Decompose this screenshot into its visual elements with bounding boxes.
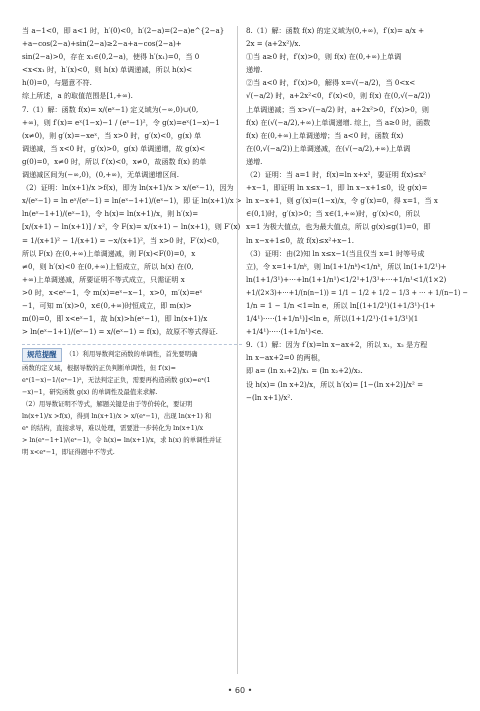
text-line: f(x) 在(0,+∞)上单调递增；当 a<0 时，函数 f(x) — [246, 130, 404, 140]
text-line: eˣ 的结构，直接求导，难以处理，需要进一步转化为 ln(x+1)/x — [22, 424, 204, 433]
text-line: 上单调递减；当 x>√(−a/2) 时，a+2x²>0，f′(x)>0，则 — [246, 104, 429, 114]
text-line: √(−a/2) 时，a+2x²<0，f′(x)<0，则 f(x) 在(0,√(−a/2)) — [246, 91, 431, 101]
text-line: ①当 a≥0 时，f′(x)>0，则 f(x) 在(0,+∞)上单调 — [246, 52, 402, 62]
text-line: −(ln x+1)/x². — [246, 392, 293, 402]
text-line: +∞)，则 f′(x)= eˣ(1−x)−1 / (eˣ−1)²，令 g(x)=eˣ(1−x)−1 — [22, 117, 220, 127]
text-line: 递增. — [246, 65, 263, 75]
text-line: ln x−x+1≤0，故 f(x)≤x²+x−1. — [246, 235, 354, 245]
text-line: [x/(x+1) − ln(x+1)] / x²，令 F(x)= x/(x+1) − ln(x+1)，则 F′(x) — [22, 222, 241, 232]
text-line: 设 h(x)= (ln x+2)/x，所以 h′(x)= [1−(ln x+2)]/x² = — [246, 379, 424, 389]
left-solution-text — [22, 24, 242, 338]
text-line: ∈(0,1)时，g′(x)>0；当 x∈(1,+∞)时，g′(x)<0，所以 — [246, 209, 420, 219]
text-line: 2x = (a+2x²)/x. — [246, 39, 301, 49]
text-line: 明 x<eˣ−1，即证得题中不等式. — [22, 448, 115, 457]
text-line: ln x−x+1，则 g′(x)=(1−x)/x，令 g′(x)=0，得 x=1，当 x — [246, 196, 438, 206]
text-line: m(0)=0，即 x<eˣ−1，故 h(x)>h(eˣ−1)，即 ln(x+1)/x — [22, 314, 208, 324]
text-line: +1/4¹)·⋯·(1+1/n¹)<e. — [246, 327, 324, 337]
text-line: 在(0,√(−a/2))上单调递减，在(√(−a/2),+∞)上单调 — [246, 143, 411, 153]
text-line: （2）用导数证明不等式，解题关键是由于等价转化，要证明 — [22, 400, 193, 409]
tip-label: 规范提醒 — [22, 348, 62, 362]
text-line: 递增. — [246, 156, 263, 166]
text-line: 立)，令 x=1+1/nᵏ，则 ln(1+1/nᵏ)<1/nᵏ，所以 ln(1+1/2¹)+ — [246, 261, 447, 271]
text-line: 所以 F(x) 在(0,+∞)上单调递减，则 F(x)<F(0)=0，x — [22, 248, 196, 258]
text-line: >0 时，x<eˣ−1，令 m(x)=eˣ−x−1，x>0，m′(x)=eˣ — [22, 287, 203, 297]
text-line: f(x) 在(√(−a/2),+∞)上单调递增. 综上，当 a≥0 时，函数 — [246, 117, 431, 127]
tip-text — [22, 362, 242, 458]
text-line: 7.（1）解：函数 f(x)= x/(eˣ−1) 定义域为(−∞,0)∪(0, — [22, 104, 199, 114]
text-line: −1，可知 m′(x)>0，x∈(0,+∞)时恒成立，即 m(x)> — [22, 300, 192, 310]
text-line: 当 a−1<0，即 a<1 时，h′(0)<0，h′(2−a)=(2−a)e^{2−a} — [22, 26, 225, 35]
left-column — [22, 24, 242, 458]
text-line: = 1/(x+1)² − 1/(x+1) = −x/(x+1)²，当 x>0 时，F′(x)<0， — [22, 235, 224, 245]
text-line: （3）证明：由(2)知 ln x≤x−1(当且仅当 x=1 时等号成 — [246, 248, 425, 258]
right-solution-text — [246, 24, 468, 404]
text-line: （2）证明：ln(x+1)/x >f(x)，即为 ln(x+1)/x > x/(eˣ−1)，因为 — [22, 183, 234, 193]
tip-line: （1）利用导数判定函数的单调性，首先要明确 — [65, 350, 198, 359]
text-line: ln(eˣ−1+1)/(eˣ−1)，令 h(x)= ln(x+1)/x，则 h′(x)= — [22, 209, 199, 219]
text-line: 函数的定义域，根据导数的正负判断单调性，但 f′(x)= — [22, 364, 176, 373]
text-line: ln(1+1/3¹)+⋯+ln(1+1/n¹)<1/2¹+1/3¹+⋯+1/n¹<1/(1×2) — [246, 274, 447, 284]
text-line: ②当 a<0 时，f′(x)>0，解得 x=√(−a/2)，当 0<x< — [246, 78, 416, 88]
text-line: g(0)=0，x≠0 时，所以 f′(x)<0，x≠0，故函数 f(x) 的单 — [22, 156, 207, 166]
text-line: −x)−1，研究函数 g(x) 的单调性及最值来求解. — [22, 388, 158, 397]
text-line: x/(eˣ−1) = ln eˣ/(eˣ−1) = ln(eˣ−1+1)/(eˣ−1)，即 证 ln(x+1)/x > — [22, 196, 242, 206]
text-line: 调递减，当 x<0 时，g′(x)>0，g(x) 单调递增，故 g(x)< — [22, 143, 206, 153]
text-line: +1/(2×3)+⋯+1/(n(n−1)) = 1/1 − 1/2 + 1/2 − 1/3 + ⋯ + 1/(n−1) − — [246, 287, 469, 297]
text-line: 1/n = 1 − 1/n <1=ln e，所以 ln[(1+1/2¹)(1+1/3¹)·(1+ — [246, 300, 436, 310]
tip-header — [22, 348, 242, 362]
text-line: 综上所述，a 的取值范围是[1,+∞). — [22, 91, 133, 101]
text-line: <x<x₁ 时，h′(x)<0，则 h(x) 单调递减，所以 h(x)< — [22, 65, 193, 75]
page-number: • 60 • — [227, 686, 253, 695]
text-line: > ln(eˣ−1+1)/(eˣ−1) = x/(eˣ−1) = f(x)，故原不等式得证. — [22, 327, 218, 337]
right-column — [246, 24, 468, 404]
text-line: （2）证明：当 a=1 时，f(x)=ln x+x²，要证明 f(x)≤x² — [246, 170, 427, 180]
text-line: 即 a= (ln x₁+2)/x₁ = (ln x₂+2)/x₂. — [246, 366, 363, 376]
text-line: 调递减区间为(−∞,0)，(0,+∞)，无单调递增区间. — [22, 170, 179, 180]
text-line: (x≠0)，则 g′(x)=−xeˣ，当 x>0 时，g′(x)<0，g(x) 单 — [22, 130, 202, 140]
text-line: x=1 为极大值点，也为最大值点，所以 g(x)≤g(1)=0，即 — [246, 222, 431, 232]
text-line: ln(x+1)/x >f(x)，得到 ln(x+1)/x > x/(eˣ−1)，出现 ln(x+1) 和 — [22, 412, 212, 421]
column-divider — [237, 26, 238, 674]
text-line: sin(2−a)>0，存在 x₁∈(0,2−a)，使得 h′(x₁)=0，当 0 — [22, 52, 200, 62]
text-line: ≠0，则 h′(x)<0 在(0,+∞)上恒成立，所以 h(x) 在(0, — [22, 261, 194, 271]
text-line: eˣ(1−x)−1/(eˣ−1)²，无法判定正负，需要再构造函数 g(x)=eˣ(1 — [22, 376, 211, 385]
text-line: +a−cos(2−a)+sin(2−a)≥2−a+a−cos(2−a)+ — [22, 39, 182, 49]
text-line: +x−1，即证明 ln x≤x−1，即 ln x−x+1≤0，设 g(x)= — [246, 183, 428, 193]
text-line: 8.（1）解：函数 f(x) 的定义域为(0,+∞)，f′(x)= a/x + — [246, 26, 425, 35]
text-line: 9.（1）解：因为 f′(x)=ln x−ax+2，所以 x₁，x₂ 是方程 — [246, 340, 428, 350]
text-line: ln x−ax+2=0 的两根， — [246, 353, 325, 363]
text-line: h(0)=0，与题意不符. — [22, 78, 92, 88]
text-line: 1/4¹)·⋯·(1+1/n¹)]<ln e，所以(1+1/2¹)·(1+1/3¹)(1 — [246, 314, 419, 324]
tip-box — [22, 344, 242, 458]
text-line: +∞)上单调递减，所要证明不等式成立，只需证明 x — [22, 274, 185, 284]
text-line: > ln(eˣ−1+1)/(eˣ−1)，令 h(x)= ln(x+1)/x，求 h(x) 的单调性并证 — [22, 436, 222, 445]
tip-first-line-holder — [66, 348, 242, 360]
